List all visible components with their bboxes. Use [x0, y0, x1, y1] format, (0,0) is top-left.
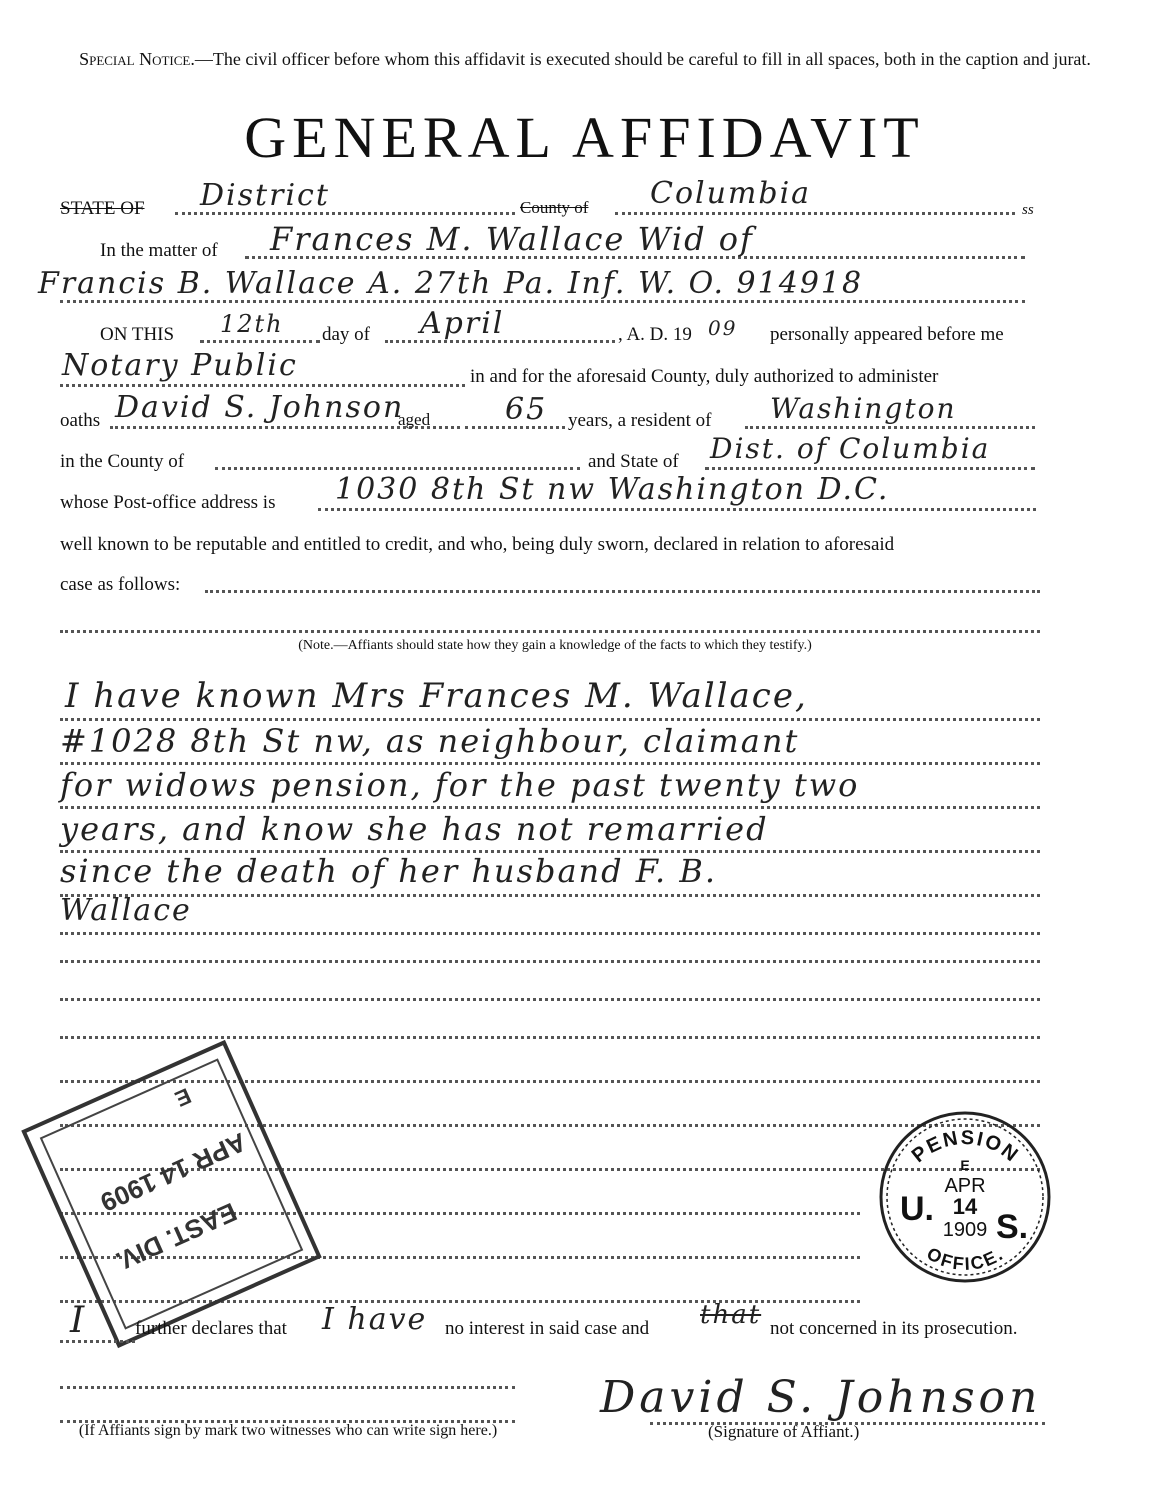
witness-caption: (If Affiants sign by mark two witnesses who can write sign here.): [78, 1422, 498, 1439]
special-notice-text: —The civil officer before whom this affidavit is executed should be careful to fill in all spaces, both in the caption and jurat.: [194, 49, 1091, 69]
state-line: [705, 467, 1035, 470]
document-title: GENERAL AFFIDAVIT: [244, 105, 925, 170]
affiant-signature: David S. Johnson: [600, 1372, 1042, 1423]
county-of-line: [615, 212, 1015, 215]
matter-value-line2: Francis B. Wallace A. 27th Pa. Inf. W. O. 914918: [38, 266, 864, 301]
struck-value: that: [700, 1300, 762, 1330]
postoffice-line: [318, 508, 1036, 511]
stamp-top-text: PENSION: [907, 1126, 1024, 1168]
resident-line: [745, 426, 1035, 429]
statement-line-5: [60, 894, 1040, 897]
state-value: Dist. of Columbia: [710, 432, 991, 465]
blank-line-0: [60, 630, 1040, 633]
ad-label: , A. D. 19: [618, 324, 692, 345]
day-line: [200, 340, 320, 343]
affiant-value: David S. Johnson: [115, 390, 405, 425]
declaration-prefix-value: I: [70, 1300, 87, 1341]
years-resident-label: years, a resident of: [568, 410, 712, 431]
officer-line: [60, 384, 465, 387]
postoffice-value: 1030 8th St nw Washington D.C.: [335, 472, 890, 507]
age-value: 65: [505, 392, 548, 427]
stamp-letter: E: [960, 1157, 970, 1173]
resident-value: Washington: [770, 392, 957, 425]
statement-text-1: I have known Mrs Frances M. Wallace,: [65, 676, 808, 716]
stamp-bottom-text: OFFICE.: [923, 1243, 1008, 1275]
stamp-day: 14: [952, 1194, 978, 1219]
day-value: 12th: [220, 310, 284, 338]
matter-label: In the matter of: [100, 240, 218, 261]
further-declares-label: further declares that: [135, 1318, 287, 1339]
on-this-label: ON THIS: [100, 324, 175, 345]
stamp-year: 1909: [942, 1219, 988, 1241]
in-county-of-line: [215, 467, 580, 470]
affiant-signature-caption: (Signature of Affiant.): [708, 1422, 860, 1441]
pension-office-stamp: [878, 1110, 1053, 1285]
ss-label: ss: [1022, 202, 1034, 218]
case-label: case as follows:: [60, 574, 181, 595]
stamp-right-letter: S.: [996, 1208, 1029, 1246]
state-of-label: STATE OF: [60, 198, 145, 219]
appeared-label: personally appeared before me: [770, 324, 1004, 345]
statement-text-6: Wallace: [60, 893, 192, 928]
statement-line-3: [60, 806, 1040, 809]
blank-line-1: [60, 960, 1040, 963]
case-line: [205, 590, 1040, 593]
statement-line-2: [60, 762, 1040, 765]
oaths-label: oaths: [60, 410, 101, 431]
statement-line-6: [60, 932, 1040, 935]
note-text: (Note.—Affiants should state how they gain a knowledge of the facts to which they testify.): [298, 638, 812, 653]
matter-value-line1: Frances M. Wallace Wid of: [270, 220, 754, 258]
blank-line-2: [60, 998, 1040, 1001]
special-notice: [60, 46, 1110, 72]
in-county-label: in and for the aforesaid County, duly authorized to administer: [470, 366, 939, 387]
received-stamp-border: [40, 1058, 304, 1329]
county-of-label: County of: [520, 198, 589, 217]
aged-label: aged: [398, 410, 431, 429]
interest-label: no interest in said case and: [445, 1318, 650, 1339]
day-of-label: day of: [322, 324, 371, 345]
received-stamp-date: APR 14 1909: [96, 1126, 251, 1218]
county-of-value: Columbia: [650, 176, 812, 211]
statement-text-3: for widows pension, for the past twenty two: [60, 766, 860, 804]
officer-value: Notary Public: [62, 348, 298, 383]
in-county-of-label: in the County of: [60, 451, 185, 472]
reputable-text: well known to be reputable and entitled to credit, and who, being duly sworn, declared in relation to aforesaid: [60, 534, 895, 555]
statement-text-2: #1028 8th St nw, as neighbour, claimant: [60, 722, 800, 760]
special-notice-label: Special Notice.: [79, 49, 195, 69]
postoffice-label: whose Post-office address is: [60, 492, 276, 513]
received-stamp-letter: E: [171, 1083, 195, 1112]
year-value: 09: [708, 316, 738, 340]
statement-line-1: [60, 718, 1040, 721]
concerned-label: not concerned in its prosecution.: [770, 1318, 1018, 1339]
and-state-label: and State of: [588, 451, 679, 472]
stamp-left-letter: U.: [900, 1190, 934, 1228]
statement-text-4: years, and know she has not remarried: [60, 810, 769, 848]
month-value: April: [420, 306, 505, 341]
received-stamp-division: EAST. DIV.: [111, 1196, 242, 1277]
stamp-month: APR: [944, 1175, 986, 1197]
state-of-value: District: [200, 178, 330, 213]
declaration-have-value: I have: [322, 1302, 428, 1337]
blank-line-3: [60, 1036, 1040, 1039]
statement-text-5: since the death of her husband F. B.: [60, 852, 718, 890]
witness-line-1: [60, 1386, 515, 1389]
